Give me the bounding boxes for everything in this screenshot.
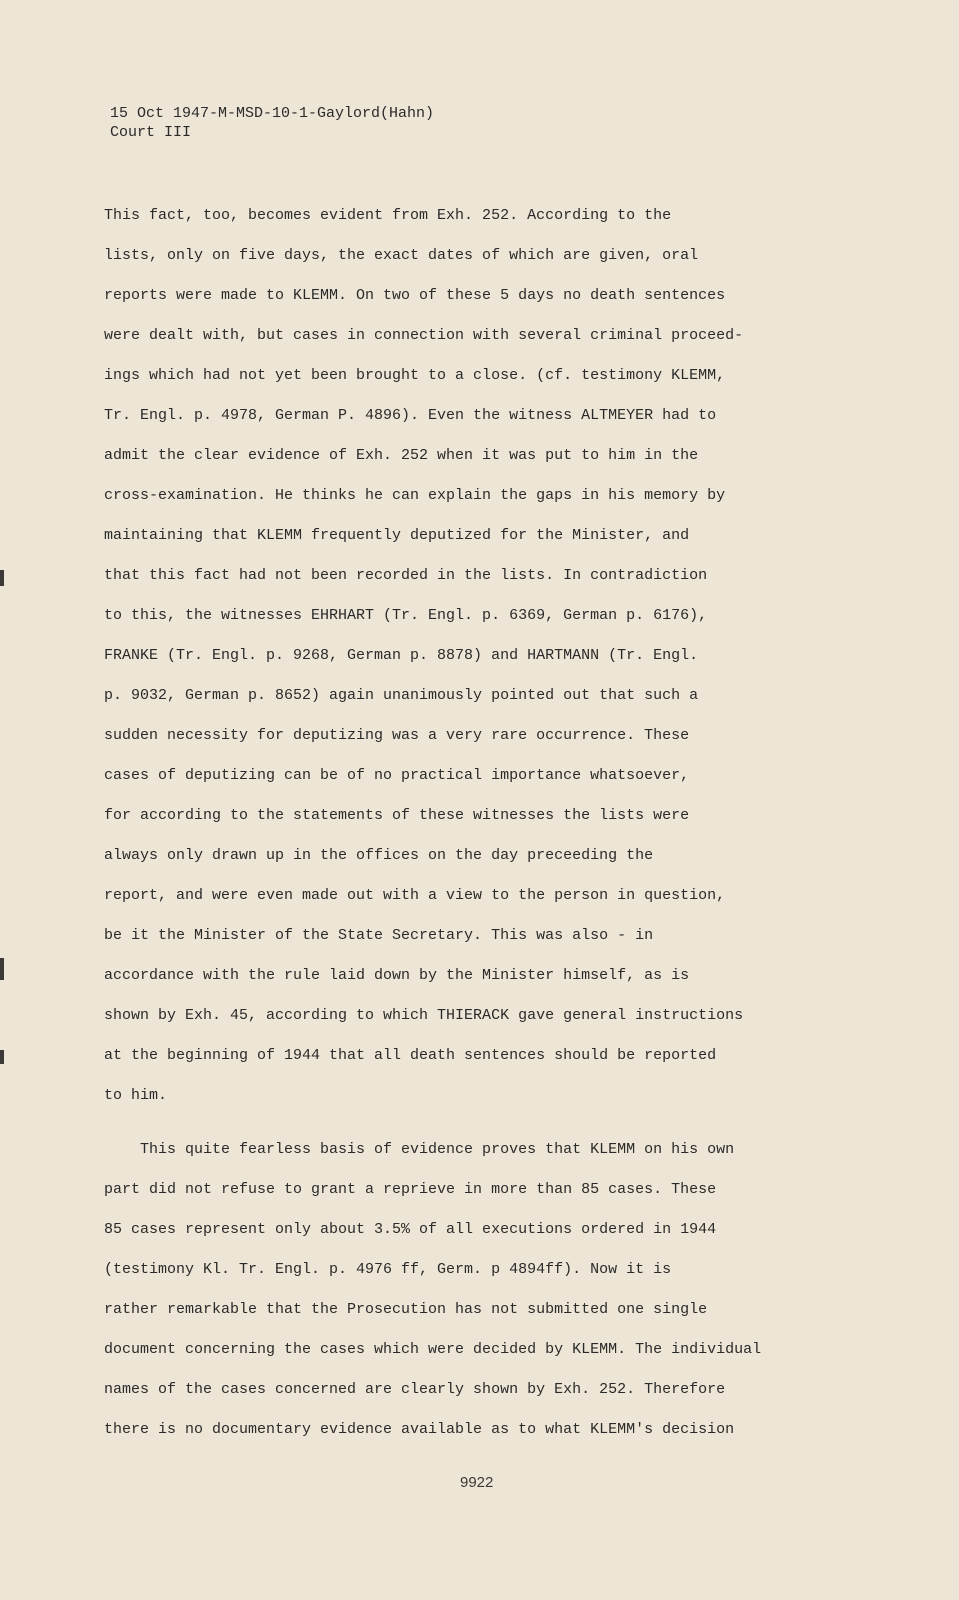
text-line: This quite fearless basis of evidence proves that KLEMM on his own: [104, 1141, 735, 1158]
text-line: FRANKE (Tr. Engl. p. 9268, German p. 8878) and HARTMANN (Tr. Engl.: [104, 647, 699, 664]
text-line: to him.: [104, 1087, 168, 1104]
page-number: 9922: [460, 1474, 494, 1491]
text-line: there is no documentary evidence available as to what KLEMM's decision: [104, 1421, 735, 1438]
text-line: for according to the statements of these witnesses the lists were: [104, 807, 690, 824]
text-line: that this fact had not been recorded in the lists. In contradiction: [104, 567, 708, 584]
text-line: rather remarkable that the Prosecution has not submitted one single: [104, 1301, 708, 1318]
paragraph-1: [104, 196, 864, 1116]
text-line: always only drawn up in the offices on the day preceeding the: [104, 847, 654, 864]
scan-edge-mark: [0, 570, 4, 586]
text-line: admit the clear evidence of Exh. 252 when it was put to him in the: [104, 447, 699, 464]
scan-edge-mark: [0, 1050, 4, 1064]
text-line: part did not refuse to grant a reprieve in more than 85 cases. These: [104, 1181, 717, 1198]
text-line: p. 9032, German p. 8652) again unanimously pointed out that such a: [104, 687, 699, 704]
text-line: were dealt with, but cases in connection with several criminal proceed-: [104, 327, 744, 344]
text-line: Tr. Engl. p. 4978, German P. 4896). Even the witness ALTMEYER had to: [104, 407, 717, 424]
text-line: document concerning the cases which were decided by KLEMM. The individual: [104, 1341, 762, 1358]
text-line: to this, the witnesses EHRHART (Tr. Engl. p. 6369, German p. 6176),: [104, 607, 708, 624]
text-line: report, and were even made out with a view to the person in question,: [104, 887, 726, 904]
paragraph-2: [104, 1130, 864, 1450]
header-court-line: Court III: [110, 124, 192, 141]
text-line: ings which had not yet been brought to a close. (cf. testimony KLEMM,: [104, 367, 726, 384]
scan-edge-mark: [0, 958, 4, 980]
text-line: names of the cases concerned are clearly shown by Exh. 252. Therefore: [104, 1381, 726, 1398]
text-line: accordance with the rule laid down by the Minister himself, as is: [104, 967, 690, 984]
text-line: be it the Minister of the State Secretary. This was also - in: [104, 927, 654, 944]
text-line: shown by Exh. 45, according to which THIERACK gave general instructions: [104, 1007, 744, 1024]
document-body: [104, 196, 864, 1450]
text-line: 85 cases represent only about 3.5% of all executions ordered in 1944: [104, 1221, 717, 1238]
text-line: This fact, too, becomes evident from Exh. 252. According to the: [104, 207, 672, 224]
text-line: cross-examination. He thinks he can explain the gaps in his memory by: [104, 487, 726, 504]
document-header: [110, 104, 434, 142]
text-line: cases of deputizing can be of no practical importance whatsoever,: [104, 767, 690, 784]
text-line: (testimony Kl. Tr. Engl. p. 4976 ff, Germ. p 4894ff). Now it is: [104, 1261, 672, 1278]
text-line: at the beginning of 1944 that all death sentences should be reported: [104, 1047, 717, 1064]
text-line: reports were made to KLEMM. On two of these 5 days no death sentences: [104, 287, 726, 304]
text-line: maintaining that KLEMM frequently deputized for the Minister, and: [104, 527, 690, 544]
header-date-line: 15 Oct 1947-M-MSD-10-1-Gaylord(Hahn): [110, 105, 435, 122]
paragraph-gap: [104, 1116, 864, 1130]
text-line: lists, only on five days, the exact dates of which are given, oral: [104, 247, 699, 264]
text-line: sudden necessity for deputizing was a very rare occurrence. These: [104, 727, 690, 744]
